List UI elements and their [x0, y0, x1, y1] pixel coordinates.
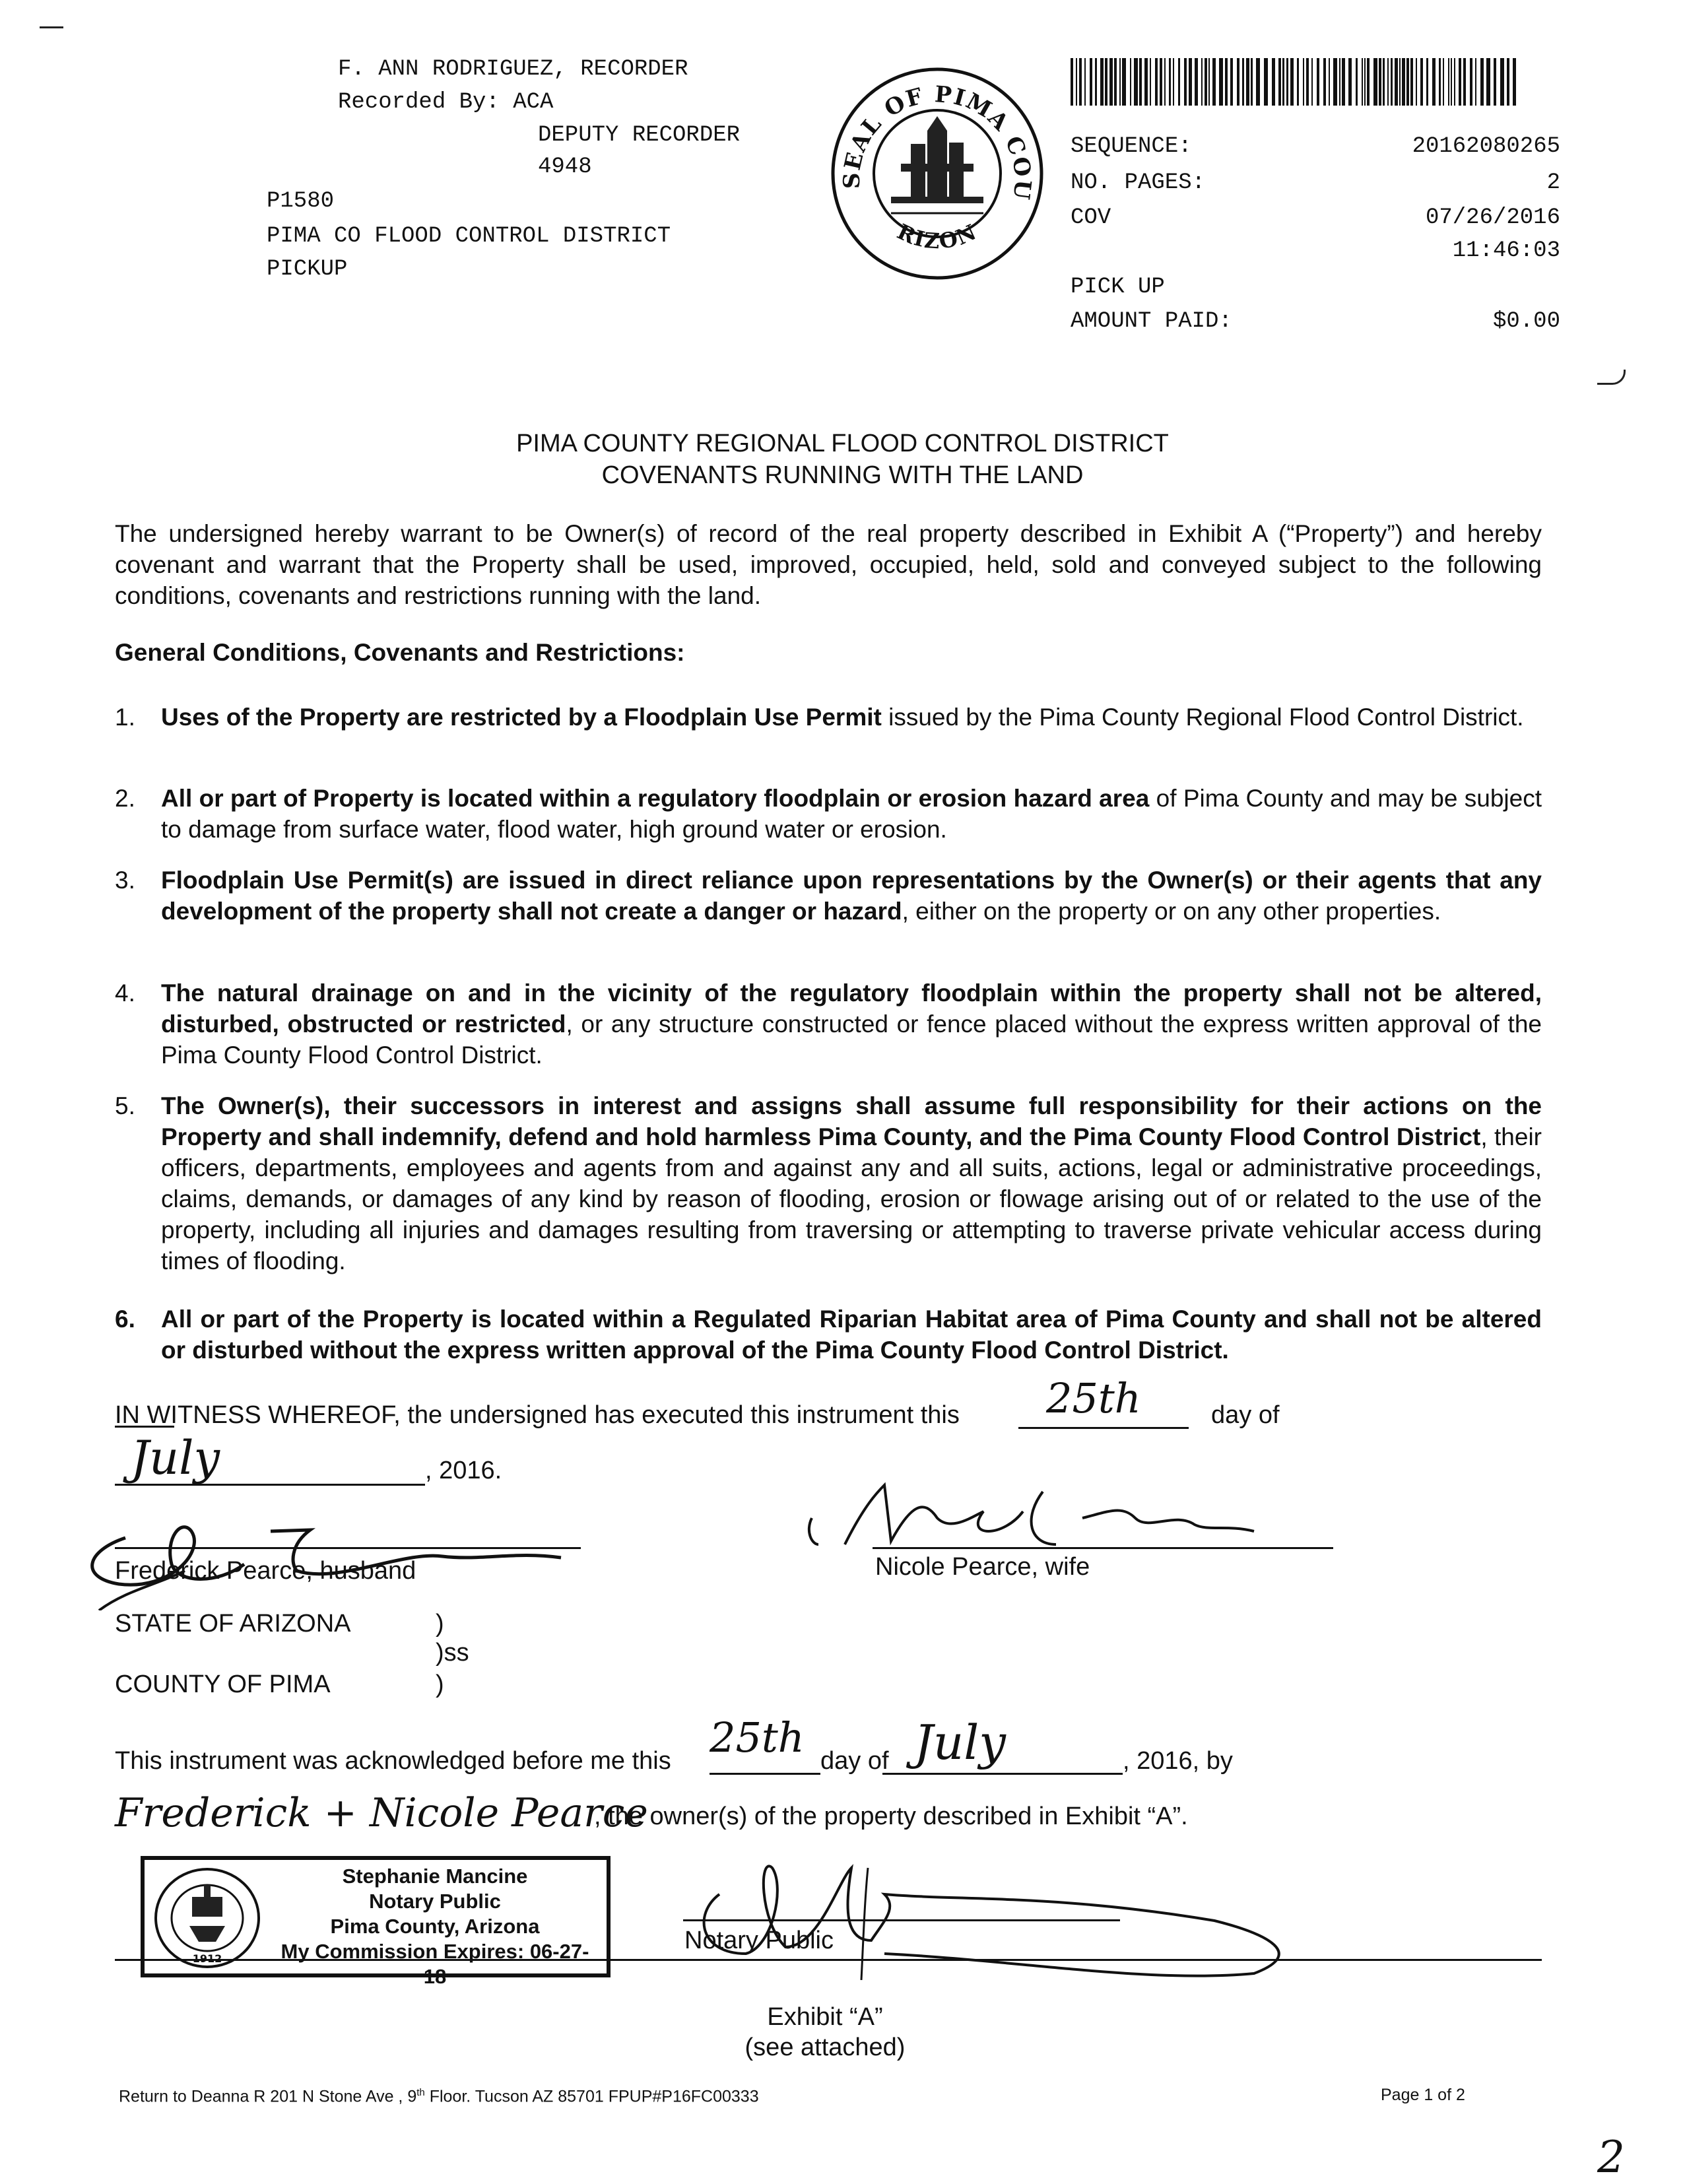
- barcode-bar: [1463, 58, 1466, 106]
- document-type: COV: [1071, 205, 1111, 230]
- barcode-bar: [1155, 58, 1158, 106]
- barcode-bar: [1513, 58, 1516, 106]
- barcode-bar: [1278, 58, 1281, 106]
- barcode-bar: [1426, 58, 1428, 106]
- intro-paragraph: The undersigned hereby warrant to be Owner(s) of record of the real property described in Exhibit A (“Property”) and hereby covenant and warrant that the Property shall be used, improved, occupied, held, sold and conveyed subject to the following conditions, covenants and restrictions running with the land.: [115, 520, 1542, 609]
- deputy-id: 4948: [538, 154, 592, 180]
- barcode-bar: [1134, 58, 1138, 106]
- notary-name: Stephanie Mancine: [342, 1865, 528, 1888]
- ack-owners-text: , the owner(s) of the property described in Exhibit “A”.: [594, 1803, 1188, 1830]
- page-number: Page 1 of 2: [1381, 2086, 1465, 2104]
- scan-mark: [1597, 370, 1626, 385]
- notary-commission: My Commission Expires: 06-27-18: [281, 1940, 589, 1988]
- ack-names-handwritten: Frederick + Nicole Pearce: [115, 1790, 648, 1836]
- barcode-bar: [1178, 58, 1180, 106]
- barcode-bar: [1290, 58, 1294, 106]
- barcode-bar: [1297, 58, 1299, 106]
- barcode-bar: [1212, 58, 1216, 106]
- barcode-bar: [1246, 58, 1249, 106]
- barcode-bar: [1303, 58, 1304, 106]
- recorded-by: Recorded By: ACA: [338, 90, 554, 115]
- barcode: [1071, 58, 1519, 106]
- exhibit-label: Exhibit “A”: [767, 2003, 883, 2031]
- barcode-bar: [1443, 58, 1444, 106]
- barcode-bar: [1364, 58, 1366, 106]
- barcode-bar: [1219, 58, 1223, 106]
- item-text: , either on the property or on any other properties.: [902, 898, 1441, 925]
- barcode-bar: [1195, 58, 1198, 106]
- barcode-bar: [1105, 58, 1107, 106]
- venue-ss: )ss: [436, 1639, 469, 1667]
- item-number: 4.: [115, 979, 135, 1007]
- barcode-bar: [1486, 58, 1490, 106]
- barcode-bar: [1208, 58, 1210, 106]
- witness-day-handwritten: 25th: [1046, 1374, 1141, 1422]
- barcode-bar: [1480, 58, 1484, 106]
- barcode-bar: [1256, 58, 1260, 106]
- item-bold: Uses of the Property are restricted by a Floodplain Use Permit: [161, 704, 882, 731]
- return-address-suffix: Floor. Tucson AZ 85701 FPUP#P16FC00333: [424, 2087, 759, 2106]
- delivery-method: PICKUP: [267, 257, 348, 282]
- barcode-bar: [1339, 58, 1340, 106]
- item-text: , their officers, departments, employees and agents from and against any and all suits, actions, legal or administrative proceedings, claims, demands, or damages of any kind by reason of flooding, erosion or flowage arising out of or related to the use of the property, including all injuries and damages resulting from traversing or attempting to traverse private vehicular access during times of flooding.: [161, 1123, 1542, 1274]
- notary-seal: [151, 1865, 263, 1971]
- barcode-bar: [1406, 58, 1409, 106]
- barcode-bar: [1189, 58, 1192, 106]
- barcode-bar: [1432, 58, 1436, 106]
- item-number: 6.: [115, 1306, 135, 1333]
- return-address-sup: th: [416, 2087, 425, 2098]
- ack-day-of: day of: [820, 1747, 889, 1775]
- recording-date: 07/26/2016: [1425, 205, 1560, 230]
- amount-value: $0.00: [1492, 309, 1560, 334]
- seal-top-text: SEAL OF PIMA COU: [838, 81, 1036, 203]
- barcode-bar: [1230, 58, 1233, 106]
- barcode-bar: [1119, 58, 1121, 106]
- condition-item: [115, 1090, 1542, 1276]
- notary-county: Pima County, Arizona: [330, 1915, 540, 1938]
- barcode-bar: [1494, 58, 1496, 106]
- condition-item: [115, 702, 1542, 733]
- barcode-bar: [1379, 58, 1381, 106]
- venue-county: COUNTY OF PIMA: [115, 1671, 331, 1698]
- barcode-bar: [1454, 58, 1455, 106]
- barcode-bar: [1237, 58, 1239, 106]
- barcode-bar: [1150, 58, 1151, 106]
- barcode-bar: [1251, 58, 1253, 106]
- barcode-bar: [1144, 58, 1148, 106]
- ack-text-start: This instrument was acknowledged before me this: [115, 1747, 671, 1775]
- barcode-bar: [1090, 58, 1092, 106]
- barcode-bar: [1205, 58, 1207, 106]
- condition-item: [115, 977, 1542, 1071]
- document-code: P1580: [267, 189, 335, 214]
- barcode-bar: [1286, 58, 1288, 106]
- recorder-name: F. ANN RODRIGUEZ, RECORDER: [338, 57, 688, 82]
- barcode-bar: [1416, 58, 1417, 106]
- barcode-bar: [1500, 58, 1504, 106]
- item-number: 5.: [115, 1092, 135, 1119]
- barcode-bar: [1329, 58, 1330, 106]
- barcode-bar: [1448, 58, 1449, 106]
- item-bold: The natural drainage on and in the vicinity of the regulatory floodplain within the property shall not be altered, disturbed, obstructed or restricted: [161, 979, 1542, 1038]
- barcode-bar: [1356, 58, 1358, 106]
- item-bold: Floodplain Use Permit(s) are issued in direct reliance upon representations by the Owner(s) or their agents that any development of the property shall not create a danger or hazard: [161, 867, 1542, 925]
- barcode-bar: [1399, 58, 1401, 106]
- deputy-recorder: DEPUTY RECORDER: [538, 123, 741, 148]
- amount-label: AMOUNT PAID:: [1071, 309, 1232, 334]
- ack-day-blank: [710, 1773, 820, 1775]
- recording-time: 11:46:03: [1452, 238, 1560, 263]
- barcode-bar: [1282, 58, 1284, 106]
- barcode-bar: [1160, 58, 1162, 106]
- barcode-bar: [1387, 58, 1389, 106]
- barcode-bar: [1451, 58, 1452, 106]
- ack-month-handwritten: July: [914, 1715, 1006, 1770]
- item-number: 3.: [115, 867, 135, 894]
- barcode-bar: [1100, 58, 1104, 106]
- barcode-bar: [1391, 58, 1393, 106]
- seal-bottom-text: RIZON: [893, 218, 981, 254]
- witness-text: IN WITNESS WHEREOF, the undersigned has executed this instrument this: [115, 1401, 960, 1429]
- notary-title: Notary Public: [369, 1890, 501, 1913]
- venue-state: STATE OF ARIZONA: [115, 1610, 351, 1638]
- margin-page-mark: 2: [1597, 2132, 1625, 2183]
- wife-signature: [805, 1478, 1267, 1558]
- barcode-bar: [1373, 58, 1377, 106]
- barcode-bar: [1079, 58, 1082, 106]
- witness-month-handwritten: July: [131, 1431, 220, 1485]
- barcode-bar: [1084, 58, 1086, 106]
- ack-day-handwritten: 25th: [710, 1713, 805, 1762]
- notary-signature-line: [683, 1919, 1120, 1921]
- wife-signature-line: [873, 1547, 1333, 1549]
- condition-item: [115, 865, 1542, 927]
- return-address: [119, 2087, 759, 2106]
- barcode-bar: [1225, 58, 1228, 106]
- item-bold: All or part of Property is located within a regulatory floodplain or erosion hazard area: [161, 785, 1150, 812]
- barcode-bar: [1475, 58, 1476, 106]
- barcode-bar: [1395, 58, 1398, 106]
- barcode-bar: [1317, 58, 1319, 106]
- barcode-bar: [1169, 58, 1171, 106]
- barcode-bar: [1348, 58, 1352, 106]
- day-blank: [1018, 1427, 1189, 1429]
- barcode-bar: [1367, 58, 1370, 106]
- exhibit-note: (see attached): [744, 2034, 906, 2061]
- barcode-bar: [1507, 58, 1509, 106]
- barcode-bar: [1095, 58, 1097, 106]
- venue-paren: ): [436, 1671, 444, 1698]
- ack-year: , 2016, by: [1123, 1747, 1233, 1775]
- condition-item: [115, 1304, 1542, 1366]
- item-bold: The Owner(s), their successors in interest and assigns shall assume full responsibility for their actions on the Property and shall indemnify, defend and hold harmless Pima County, and the Pima County Flood Control District: [161, 1092, 1542, 1150]
- barcode-bar: [1076, 58, 1077, 106]
- item-text: issued by the Pima County Regional Flood Control District.: [881, 704, 1524, 731]
- sequence-value: 20162080265: [1412, 134, 1560, 159]
- barcode-bar: [1439, 58, 1441, 106]
- item-text: , or any structure constructed or fence placed without the express written approval of the Pima County Flood Control District.: [161, 1010, 1542, 1069]
- witness-underline: [115, 1426, 174, 1428]
- barcode-bar: [1459, 58, 1461, 106]
- barcode-bar: [1470, 58, 1472, 106]
- barcode-bar: [1362, 58, 1363, 106]
- barcode-bar: [1410, 58, 1413, 106]
- party-name: PIMA CO FLOOD CONTROL DISTRICT: [267, 224, 671, 249]
- condition-item: [115, 783, 1542, 845]
- item-number: 1.: [115, 704, 135, 731]
- barcode-bar: [1242, 58, 1244, 106]
- scan-mark: [40, 26, 63, 28]
- item-bold: All or part of the Property is located within a Regulated Riparian Habitat area of Pima County and shall not be altered or disturbed without the express written approval of the Pima County Flood Control District.: [161, 1306, 1542, 1364]
- barcode-bar: [1402, 58, 1405, 106]
- county-seal: [828, 65, 1046, 282]
- barcode-bar: [1184, 58, 1187, 106]
- ack-month-blank: [882, 1773, 1123, 1775]
- barcode-bar: [1383, 58, 1385, 106]
- pages-label: NO. PAGES:: [1071, 170, 1206, 195]
- barcode-bar: [1272, 58, 1275, 106]
- husband-signature-line: [115, 1547, 581, 1549]
- notary-seal-year: 1912: [192, 1952, 222, 1965]
- barcode-bar: [1323, 58, 1326, 106]
- venue-paren: ): [436, 1610, 444, 1638]
- barcode-bar: [1311, 58, 1313, 106]
- notary-public-label: Notary Public: [684, 1927, 834, 1954]
- page-divider-rule: [115, 1959, 1542, 1961]
- conditions-heading: General Conditions, Covenants and Restrictions:: [115, 639, 685, 666]
- barcode-bar: [1264, 58, 1268, 106]
- husband-signature: [73, 1452, 587, 1610]
- pickup-label: PICK UP: [1071, 275, 1165, 300]
- return-address-prefix: Return to Deanna R 201 N Stone Ave , 9: [119, 2087, 417, 2106]
- witness-year: , 2016.: [425, 1457, 502, 1484]
- barcode-bar: [1130, 58, 1131, 106]
- barcode-bar: [1139, 58, 1142, 106]
- barcode-bar: [1333, 58, 1337, 106]
- barcode-bar: [1342, 58, 1345, 106]
- document-title: PIMA COUNTY REGIONAL FLOOD CONTROL DISTRICT: [516, 430, 1169, 457]
- husband-name: Frederick Pearce, husband: [115, 1557, 416, 1585]
- barcode-bar: [1173, 58, 1174, 106]
- barcode-bar: [1114, 58, 1117, 106]
- document-subtitle: COVENANTS RUNNING WITH THE LAND: [601, 461, 1084, 489]
- barcode-bar: [1164, 58, 1166, 106]
- barcode-bar: [1109, 58, 1113, 106]
- pages-value: 2: [1546, 170, 1560, 195]
- barcode-bar: [1122, 58, 1126, 106]
- barcode-bar: [1420, 58, 1423, 106]
- item-number: 2.: [115, 785, 135, 812]
- barcode-bar: [1071, 58, 1073, 106]
- barcode-bar: [1201, 58, 1203, 106]
- item-text: of Pima County and may be subject to damage from surface water, flood water, high ground water or erosion.: [161, 785, 1542, 843]
- witness-day-of: day of: [1211, 1401, 1280, 1429]
- barcode-bar: [1306, 58, 1309, 106]
- wife-name: Nicole Pearce, wife: [875, 1553, 1090, 1581]
- sequence-label: SEQUENCE:: [1071, 134, 1192, 159]
